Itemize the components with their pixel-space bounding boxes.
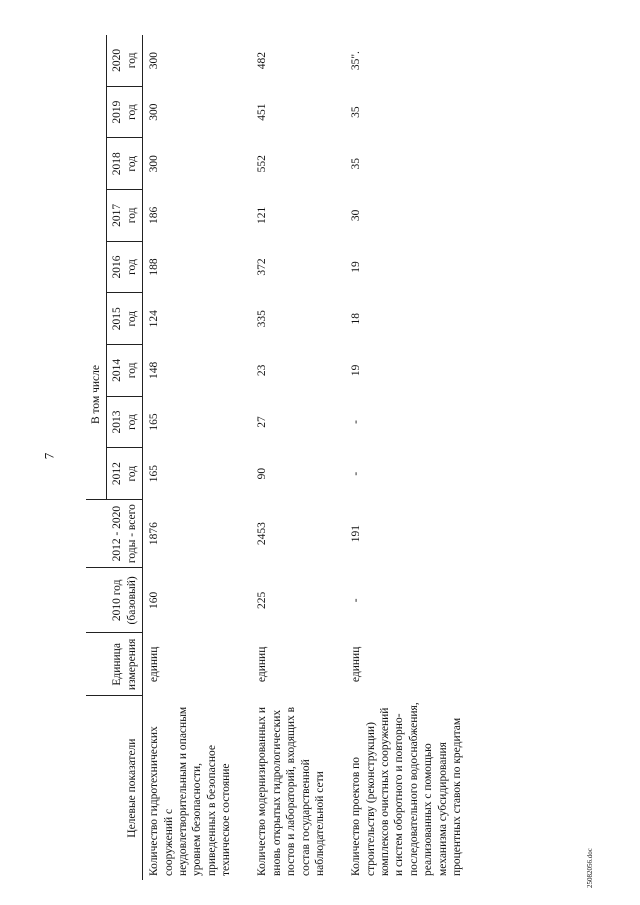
- row-indicator: Количество проектов по строительству (реконструкции) комплексов очистных сооружений и систем оборотного и повторно-последовательного водоснабжения, реализованных с помощью механизма субсидирования процентных ставок по кредитам: [350, 702, 463, 876]
- header-year-2014: 2014 год: [107, 345, 143, 397]
- row-value: 300: [148, 155, 161, 173]
- header-year-2015: 2015 год: [107, 293, 143, 345]
- header-group: [86, 35, 107, 499]
- row-value: 300: [148, 103, 161, 121]
- header-year-2019: 2019 год: [107, 86, 143, 138]
- row-base: 225: [256, 591, 269, 609]
- row-value: 30: [350, 209, 363, 222]
- row-total: 1876: [148, 522, 161, 546]
- row-base: 160: [148, 591, 161, 609]
- header-indicator: Целевые показатели: [86, 696, 143, 880]
- row-value: 27: [256, 416, 269, 428]
- row-total: 2453: [256, 522, 269, 546]
- table-row: [143, 35, 252, 880]
- row-value: 552: [256, 155, 269, 173]
- row-value: 300: [148, 52, 161, 70]
- row-indicator: Количество гидротехнических сооружений с неудовлетворительным и опасным уровнем безопасности, приведенных в безопасное техническое состояние: [148, 706, 232, 876]
- header-year-2013: 2013 год: [107, 396, 143, 448]
- row-value: 23: [256, 364, 269, 377]
- row-value: 18: [350, 312, 363, 325]
- row-value: -: [350, 471, 363, 476]
- table-row: [345, 35, 482, 880]
- header-year-2016: 2016 год: [107, 241, 143, 293]
- row-value: 451: [256, 103, 269, 121]
- row-value: 90: [256, 467, 269, 480]
- header-year-2020: 2020 год: [107, 35, 143, 86]
- row-value: 335: [256, 310, 269, 328]
- row-value: 35: [350, 157, 363, 170]
- header-year-2017: 2017 год: [107, 190, 143, 242]
- row-value: 35".: [350, 51, 363, 71]
- row-value: 188: [148, 258, 161, 276]
- page-number: 7: [41, 452, 57, 460]
- row-value: -: [350, 420, 363, 424]
- header-year-2012: 2012 год: [107, 448, 143, 500]
- header-base: 2010 год (базовый): [86, 568, 143, 633]
- row-unit: единиц: [148, 646, 161, 683]
- row-value: 19: [350, 364, 363, 377]
- rotated-table-container: [86, 35, 566, 880]
- table-row: [251, 35, 345, 880]
- row-value: 372: [256, 258, 269, 276]
- row-value: 148: [148, 361, 161, 379]
- header-unit: Единица измерения: [86, 633, 143, 696]
- row-value: 19: [350, 261, 363, 273]
- header-year-2018: 2018 год: [107, 138, 143, 190]
- row-unit: единиц: [256, 646, 269, 683]
- footer-document-code: 25082056.doc: [586, 848, 594, 888]
- targets-table: [86, 35, 482, 880]
- row-value: 165: [148, 413, 161, 431]
- row-value: 121: [256, 206, 269, 224]
- row-unit: единиц: [350, 646, 363, 683]
- header-total: 2012 - 2020 годы - всего: [86, 499, 143, 567]
- row-value: 165: [148, 465, 161, 483]
- row-value: 482: [256, 52, 269, 70]
- header-group-label: В том числе: [90, 365, 102, 424]
- row-value: 35: [350, 106, 363, 118]
- row-value: 124: [148, 310, 161, 328]
- row-value: 186: [148, 206, 161, 224]
- row-indicator: Количество модернизированных и вновь открытых гидрологических постов и лабораторий, входящих в состав государственной наблюдательной сети: [256, 706, 326, 876]
- row-total: 191: [350, 525, 363, 543]
- row-base: -: [350, 598, 363, 603]
